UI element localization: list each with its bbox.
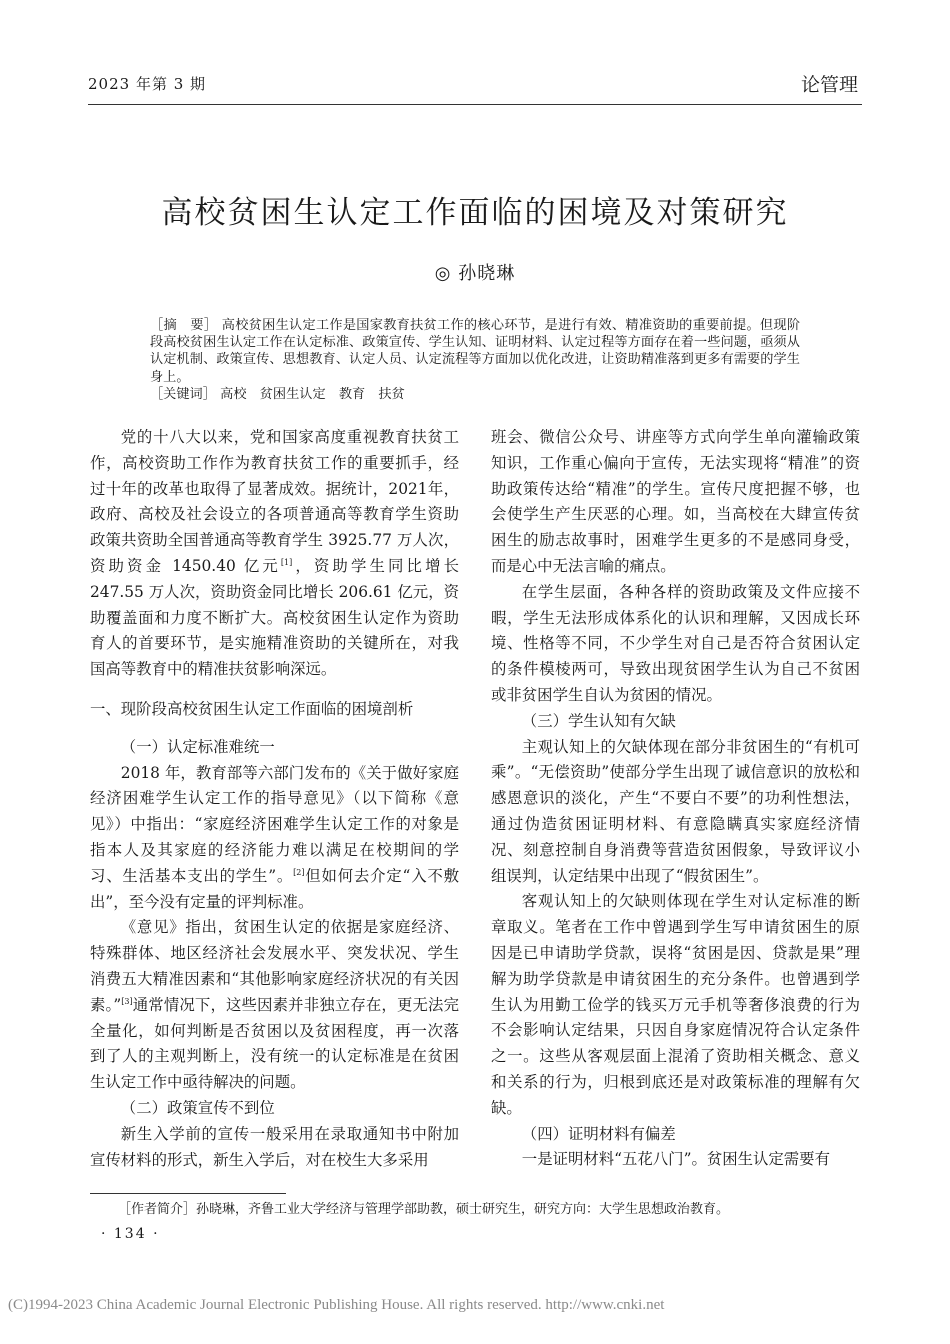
citation-ref: [1] — [280, 557, 293, 567]
footnote-rule — [90, 1193, 286, 1194]
abstract-block — [150, 317, 800, 403]
abstract-label: ［摘 要］ — [150, 318, 218, 333]
paragraph-text: 但如何去介定“入不敷出”，至今没有定量的评判标准。 — [90, 866, 460, 911]
paragraph: 一是证明材料“五花八门”。贫困生认定需要有 — [521, 1150, 830, 1169]
paragraph: 客观认知上的欠缺则体现在学生对认定标准的断章取义。笔者在工作中曾遇到学生写申请贫困生的原因是已申请助学贷款，误将“贫困是因、贷款是果”理解为助学贷款是申请贫困生的充分条件。也曾遇到学生认为用勤工俭学的钱买万元手机等奢侈浪费的行为不会影响认定结果，只因自身家庭情况符合认定条件之一。这些从客观层面上混淆了资助相关概念、意义和关系的行为，归根到底还是对政策标准的理解有欠缺。 — [491, 892, 860, 1117]
paragraph-text: 2018 年，教育部等六部门发布的《关于做好家庭经济困难学生认定工作的指导意见》（以下简称《意见》）中指出：“家庭经济困难学生认定工作的对象是指本人及其家庭的经济能力难以满足在校期间的学习、生活基本支出的学生”。 — [90, 763, 459, 885]
paragraph-text: 通常情况下，这些因素并非独立存在，更无法完全量化，如何判断是否贫困以及贫困程度，再一次落到了人的主观判断上，没有统一的认定标准是在贫困生认定工作中亟待解决的问题。 — [90, 995, 459, 1092]
article-title: 高校贫困生认定工作面临的困境及对策研究 — [161, 195, 789, 231]
paragraph — [90, 915, 459, 1096]
section-name: 论管理 — [800, 74, 858, 96]
header-rule — [88, 104, 862, 105]
paragraph: 在学生层面，各种各样的资助政策及文件应接不暇，学生无法形成体系化的认识和理解，又因成长环境、性格等不同，不少学生对自己是否符合贫困认定的条件模棱两可，导致出现贫困学生认为自己不贫困或非贫困学生自认为贫困的情况。 — [491, 582, 860, 704]
subsection-heading: （二）政策宣传不到位 — [120, 1098, 275, 1117]
right-column — [491, 425, 860, 1173]
copyright-watermark: (C)1994-2023 China Academic Journal Electronic Publishing House. All rights reserved. http://www.cnki.net — [8, 1297, 665, 1313]
subsection-heading: （四）证明材料有偏差 — [521, 1124, 676, 1143]
citation-ref: [3] — [121, 996, 133, 1006]
paragraph-text: ，资助学生同比增长247.55 万人次，资助资金同比增长 206.61 亿元，资助覆盖面和力度不断扩大。高校贫困生认定作为资助育人的首要环节，是实施精准资助的关键所在，对我国高等教育中的精准扶贫影响深远。 — [90, 556, 459, 679]
paragraph-text: 党的十八大以来，党和国家高度重视教育扶贫工作，高校资助工作作为教育扶贫工作的重要抓手，经过十年的改革也取得了显著成效。据统计，2021年，政府、高校及社会设立的各项普通高等教育学生资助政策共资助全国普通高等教育学生 3925.77 万人次，资助资金 1450.40 亿元 — [90, 428, 459, 575]
left-column — [90, 425, 459, 1173]
paragraph — [90, 761, 459, 916]
subsection-heading: （一）认定标准难统一 — [120, 737, 275, 756]
article-author: ◎ 孙晓琳 — [434, 263, 516, 284]
author-footnote: ［作者简介］孙晓琳，齐鲁工业大学经济与管理学部助教，硕士研究生，研究方向：大学生思想政治教育。 — [118, 1202, 730, 1217]
paragraph: 班会、微信公众号、讲座等方式向学生单向灌输政策知识，工作重心偏向于宣传，无法实现将“精准”的资助政策传达给“精准”的学生。宣传尺度把握不够，也会使学生产生厌恶的心理。如，当高校在大肆宣传贫困生的励志故事时，困难学生更多的不是感同身受，而是心中无法言喻的痛点。 — [491, 428, 860, 575]
abstract-text: 高校贫困生认定工作是国家教育扶贫工作的核心环节，是进行有效、精准资助的重要前提。但现阶段高校贫困生认定工作在认定标准、政策宣传、学生认知、证明材料、认定过程等方面存在着一些问题，亟须从认定机制、政策宣传、思想教育、认定人员、认定流程等方面加以优化改进，让资助精准落到更多有需要的学生身上。 — [150, 318, 801, 385]
paragraph: 主观认知上的欠缺体现在部分非贫困生的“有机可乘”。“无偿资助”使部分学生出现了诚信意识的放松和感恩意识的淡化，产生“不要白不要”的功利性想法，通过伪造贫困证明材料、有意隐瞒真实家庭经济情况、刻意控制自身消费等营造贫困假象，导致评议小组误判，认定结果中出现了“假贫困生”。 — [491, 737, 860, 885]
journal-issue: 2023 年第 3 期 — [88, 75, 207, 93]
paragraph: 新生入学前的宣传一般采用在录取通知书中附加宣传材料的形式，新生入学后，对在校生大多采用 — [90, 1124, 459, 1169]
subsection-heading: （三）学生认知有欠缺 — [521, 711, 676, 730]
section-heading: 一、现阶段高校贫困生认定工作面临的困境剖析 — [90, 699, 414, 718]
keywords-label: ［关键词］ — [150, 386, 216, 402]
citation-ref: [2] — [293, 867, 305, 877]
paragraph-text: 《意见》指出，贫困生认定的依据是家庭经济、特殊群体、地区经济社会发展水平、突发状况、学生消费五大精准因素和“其他影响家庭经济状况的有关因素。” — [90, 918, 459, 1014]
paragraph — [90, 425, 459, 683]
keywords-text: 高校 贫困生认定 教育 扶贫 — [220, 386, 405, 402]
page-number: · 134 · — [101, 1226, 160, 1242]
